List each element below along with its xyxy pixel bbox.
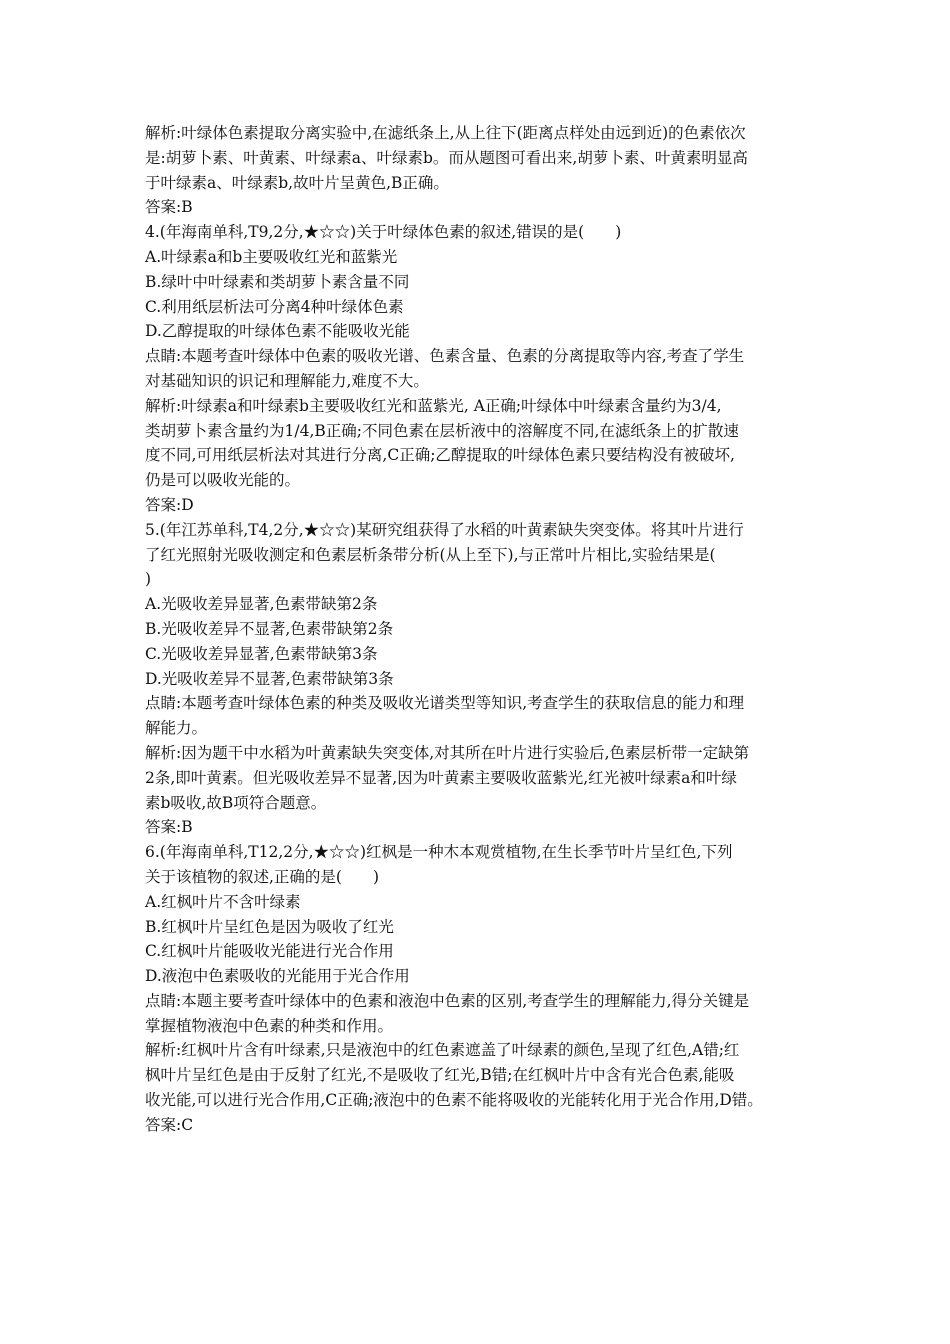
text-line: 掌握植物液泡中色素的种类和作用。 bbox=[145, 1016, 394, 1035]
text-line: 关于该植物的叙述,正确的是( ) bbox=[145, 867, 380, 886]
text-line: 2条,即叶黄素。但光吸收差异不显著,因为叶黄素主要吸收蓝紫光,红光被叶绿素a和叶绿 bbox=[145, 768, 737, 787]
text-line: 于叶绿素a、叶绿素b,故叶片呈黄色,B正确。 bbox=[145, 173, 449, 192]
text-line: 是:胡萝卜素、叶黄素、叶绿素a、叶绿素b。而从题图可看出来,胡萝卜素、叶黄素明显高 bbox=[145, 148, 748, 167]
text-line: C.光吸收差异显著,色素带缺第3条 bbox=[145, 644, 378, 663]
text-line: 度不同,可用纸层析法对其进行分离,C正确;乙醇提取的叶绿体色素只要结构没有被破坏, bbox=[145, 446, 735, 465]
text-line: B.红枫叶片呈红色是因为吸收了红光 bbox=[145, 917, 394, 936]
text-line: 答案:B bbox=[145, 198, 193, 217]
text-line: 解析:叶绿体色素提取分离实验中,在滤纸条上,从上往下(距离点样处由远到近)的色素依次 bbox=[145, 124, 746, 142]
text-line: B.绿叶中叶绿素和类胡萝卜素含量不同 bbox=[145, 272, 410, 291]
text-line: 仍是可以吸收光能的。 bbox=[145, 471, 301, 490]
text-line: ) bbox=[145, 570, 152, 589]
text-line: C.红枫叶片能吸收光能进行光合作用 bbox=[145, 942, 394, 961]
text-line: 答案:C bbox=[145, 1115, 194, 1134]
text-line: A.光吸收差异显著,色素带缺第2条 bbox=[145, 595, 378, 614]
text-line: D.乙醇提取的叶绿体色素不能吸收光能 bbox=[145, 322, 410, 341]
text-line: 答案:B bbox=[145, 818, 193, 837]
text-line: 点睛:本题主要考查叶绿体中的色素和液泡中色素的区别,考查学生的理解能力,得分关键是 bbox=[145, 991, 750, 1010]
text-line: B.光吸收差异不显著,色素带缺第2条 bbox=[145, 619, 394, 638]
text-line: A.红枫叶片不含叶绿素 bbox=[145, 892, 301, 911]
text-line: 解析:叶绿素a和叶绿素b主要吸收红光和蓝紫光, A正确;叶绿体中叶绿素含量约为3/4, bbox=[145, 396, 722, 415]
text-line: 收光能,可以进行光合作用,C正确;液泡中的色素不能将吸收的光能转化用于光合作用,D错。 bbox=[145, 1091, 763, 1110]
text-line: 素b吸收,故B项符合题意。 bbox=[145, 793, 327, 812]
text-line: 解析:红枫叶片含有叶绿素,只是液泡中的红色素遮盖了叶绿素的颜色,呈现了红色,A错;红 bbox=[145, 1041, 740, 1060]
text-line: A.叶绿素a和b主要吸收红光和蓝紫光 bbox=[145, 247, 398, 266]
text-line: 6.(年海南单科,T12,2分,★☆☆)红枫是一种木本观赏植物,在生长季节叶片呈红色,下列 bbox=[145, 843, 733, 862]
text-line: D.液泡中色素吸收的光能用于光合作用 bbox=[145, 967, 410, 986]
text-line: D.光吸收差异不显著,色素带缺第3条 bbox=[145, 669, 394, 688]
text-line: 4.(年海南单科,T9,2分,★☆☆)关于叶绿体色素的叙述,错误的是( ) bbox=[145, 223, 622, 242]
text-line: 5.(年江苏单科,T4,2分,★☆☆)某研究组获得了水稻的叶黄素缺失突变体。将其叶片进行 bbox=[145, 520, 744, 539]
text-line: 答案:D bbox=[145, 495, 194, 514]
document-page bbox=[145, 121, 825, 1138]
text-line: 枫叶片呈红色是由于反射了红光,不是吸收了红光,B错;在红枫叶片中含有光合色素,能吸 bbox=[145, 1066, 735, 1085]
text-line: 对基础知识的识记和理解能力,难度不大。 bbox=[145, 371, 429, 390]
text-line: 了红光照射光吸收测定和色素层析条带分析(从上至下),与正常叶片相比,实验结果是( bbox=[145, 545, 716, 564]
text-line: 解能力。 bbox=[145, 719, 208, 738]
text-line: C.利用纸层析法可分离4种叶绿体色素 bbox=[145, 297, 404, 316]
text-line: 解析:因为题干中水稻为叶黄素缺失突变体,对其所在叶片进行实验后,色素层析带一定缺第 bbox=[145, 743, 750, 762]
text-line: 点睛:本题考查叶绿体色素的种类及吸收光谱类型等知识,考查学生的获取信息的能力和理 bbox=[145, 694, 745, 713]
text-line: 类胡萝卜素含量约为1/4,B正确;不同色素在层析液中的溶解度不同,在滤纸条上的扩散速 bbox=[145, 421, 739, 440]
text-line: 点睛:本题考查叶绿体中色素的吸收光谱、色素含量、色素的分离提取等内容,考查了学生 bbox=[145, 347, 745, 366]
